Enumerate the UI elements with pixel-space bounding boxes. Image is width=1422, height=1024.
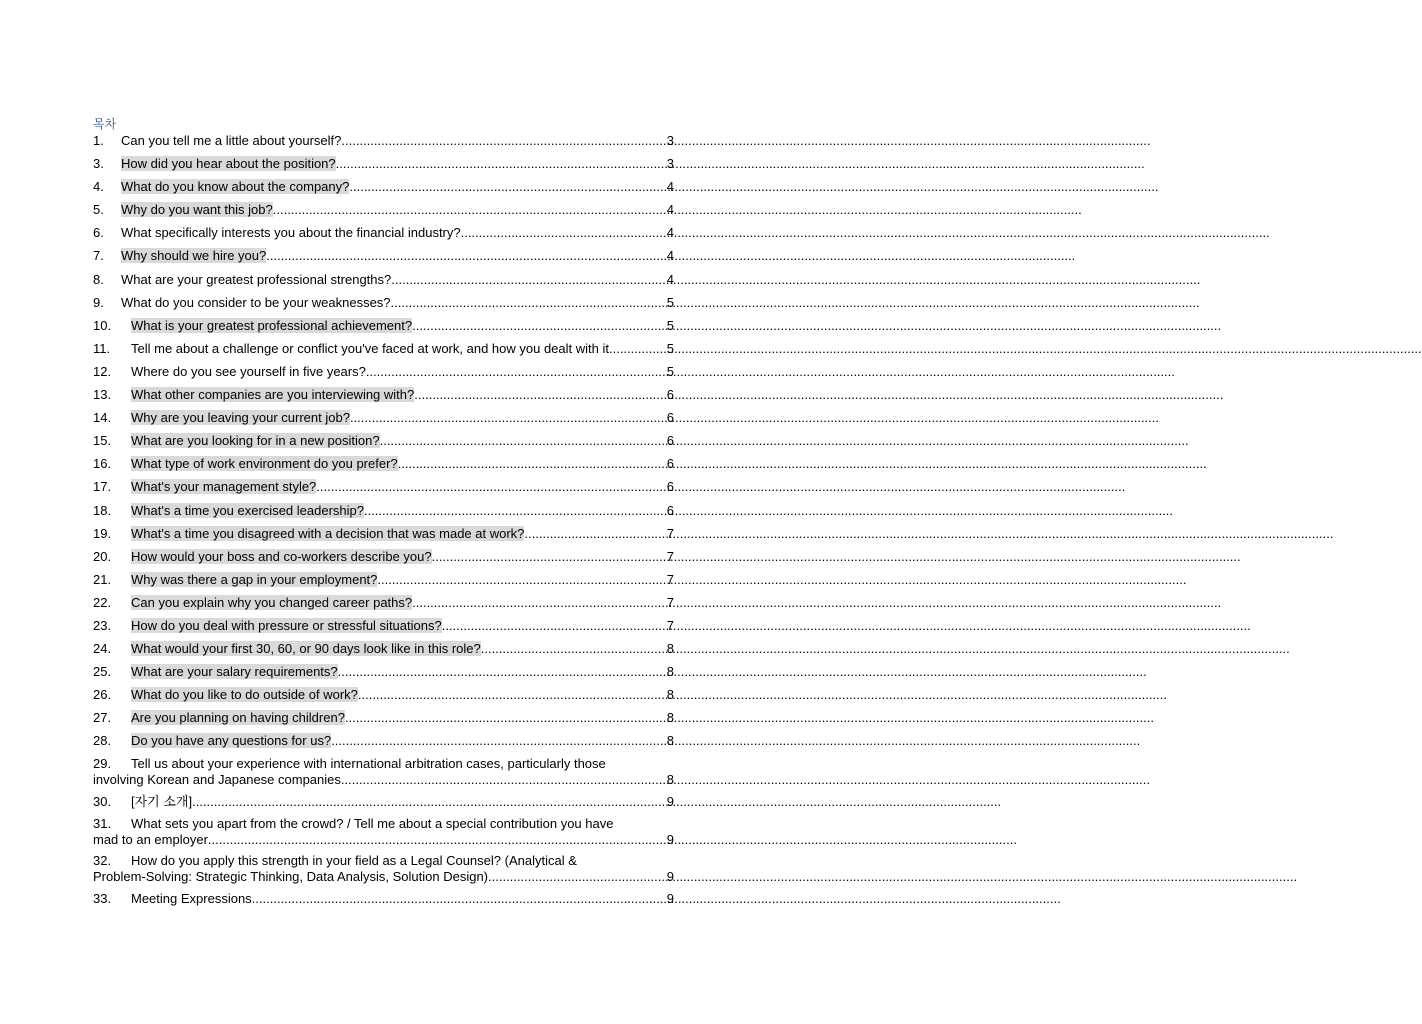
toc-leader-dots (349, 179, 665, 194)
toc-entry[interactable] (93, 687, 674, 710)
toc-entry-page[interactable]: 7 (666, 548, 674, 564)
toc-entry[interactable] (93, 664, 674, 687)
toc-entry[interactable] (93, 479, 674, 502)
toc-entry-page[interactable]: 6 (666, 456, 674, 472)
toc-leader-dots (412, 595, 666, 610)
toc-leader-dots (488, 869, 666, 885)
toc-leader-dots (345, 710, 666, 725)
toc-entry-title[interactable]: What are your greatest professional strengths? (121, 271, 392, 287)
toc-leader-dots (414, 387, 666, 402)
toc-entry[interactable] (93, 572, 674, 595)
toc-entry-title[interactable]: What sets you apart from the crowd? / Tell me about a special contribution you have (131, 815, 614, 831)
toc-entry-title[interactable]: Why do you want this job? (121, 202, 273, 218)
toc-entry-page[interactable]: 5 (666, 340, 674, 356)
toc-entry-number: 7. (93, 248, 104, 264)
toc-entry-title[interactable]: [자기 소개] (131, 793, 193, 809)
toc-entry-page[interactable]: 4 (666, 271, 674, 287)
toc-entry-number: 32. (93, 852, 112, 868)
toc-entry-title[interactable]: What's a time you disagreed with a decision that was made at work? (131, 525, 525, 541)
toc-entry-page[interactable]: 9 (666, 793, 674, 809)
toc-leader-dots (316, 479, 665, 494)
toc-entry-page[interactable]: 6 (666, 433, 674, 449)
toc-entry[interactable] (93, 526, 674, 549)
toc-entry-page[interactable]: 4 (666, 225, 674, 241)
toc-entry-line (93, 832, 674, 848)
toc-entry-page[interactable]: 8 (666, 710, 674, 726)
toc-leader-dots (336, 156, 666, 171)
toc-leader-dots (358, 687, 666, 702)
toc-entry-number: 13. (93, 387, 112, 403)
toc-entry[interactable] (93, 733, 674, 756)
toc-entry[interactable] (93, 756, 674, 788)
toc-leader-dots (432, 549, 666, 564)
toc-entry-title[interactable]: What do you know about the company? (121, 179, 350, 195)
toc-entry[interactable] (93, 272, 674, 295)
toc-entry-number: 22. (93, 594, 112, 610)
toc-entry[interactable] (93, 503, 674, 526)
toc-entry[interactable] (93, 156, 674, 179)
toc-entry[interactable] (93, 318, 674, 341)
toc-entry-page[interactable]: 7 (666, 525, 674, 541)
toc-entry-number: 14. (93, 410, 112, 426)
toc-leader-dots (461, 225, 666, 240)
toc-entry[interactable] (93, 202, 674, 225)
toc-entry[interactable] (93, 816, 674, 848)
toc-entry-number: 11. (93, 340, 111, 356)
toc-entry-number: 3. (93, 156, 104, 172)
toc-entry[interactable] (93, 794, 674, 817)
toc-entry-title[interactable]: What specifically interests you about the financial industry? (121, 225, 461, 241)
toc-entry-number: 27. (93, 710, 112, 726)
toc-entry-page[interactable]: 8 (666, 664, 674, 680)
toc-leader-dots (481, 641, 666, 656)
toc-entry-number: 9. (93, 294, 104, 310)
toc-entry-title[interactable]: Can you tell me a little about yourself? (121, 133, 342, 148)
toc-entry-title[interactable]: Tell us about your experience with international arbitration cases, particularly those (131, 755, 606, 771)
toc-entry-number: 29. (93, 755, 112, 771)
toc-leader-dots (252, 891, 666, 906)
toc-entry[interactable] (93, 387, 674, 410)
toc-leader-dots (412, 318, 666, 333)
toc-leader-dots (398, 456, 666, 471)
toc-entry-number: 4. (93, 179, 104, 195)
toc-entry[interactable] (93, 853, 674, 885)
toc-entry-title[interactable]: What are your salary requirements? (131, 664, 338, 680)
toc-entry-title[interactable]: Do you have any questions for us? (131, 733, 332, 749)
toc-entry-title[interactable]: How do you deal with pressure or stressful situations? (131, 617, 442, 633)
toc-entry-page[interactable]: 7 (666, 594, 674, 610)
toc-entry-page[interactable]: 6 (666, 410, 674, 426)
toc-entry-title[interactable]: What do you like to do outside of work? (131, 687, 358, 703)
toc-entry-number: 23. (93, 617, 112, 633)
toc-entry-page[interactable]: 6 (666, 387, 674, 403)
toc-entry-title[interactable]: What would your first 30, 60, or 90 days look like in this role? (131, 641, 481, 657)
toc-entry-number: 10. (93, 317, 112, 333)
toc-entry-page[interactable]: 6 (666, 502, 674, 518)
toc-entry-page[interactable]: 5 (666, 317, 674, 333)
toc-entry-page[interactable]: 8 (666, 771, 674, 787)
toc-entry-line (93, 772, 674, 788)
toc-page (93, 116, 674, 914)
toc-entry-page[interactable]: 7 (666, 571, 674, 587)
toc-entry-page[interactable]: 9 (666, 868, 674, 884)
toc-leader-dots (192, 794, 666, 809)
toc-leader-dots (208, 832, 666, 848)
toc-leader-dots (266, 248, 666, 263)
toc-entry-title[interactable]: What's your management style? (131, 479, 317, 495)
toc-entry[interactable] (93, 456, 674, 479)
toc-entry-page[interactable]: 9 (666, 890, 674, 906)
toc-entry-number: 12. (93, 363, 112, 379)
toc-entry[interactable] (93, 133, 674, 156)
toc-entry-number: 15. (93, 433, 112, 449)
toc-entry-number: 33. (93, 890, 112, 906)
toc-entry-title[interactable]: Are you planning on having children? (131, 710, 345, 726)
toc-entry-page[interactable]: 9 (666, 831, 674, 847)
toc-entry-title-continued[interactable]: involving Korean and Japanese companies (93, 771, 341, 787)
toc-entry[interactable] (93, 341, 674, 364)
toc-entry-number: 31. (93, 815, 112, 831)
toc-entry-title[interactable]: What other companies are you interviewing with? (131, 387, 415, 403)
toc-leader-dots (442, 618, 666, 633)
toc-entry-number: 8. (93, 271, 104, 287)
toc-leader-dots (391, 295, 666, 310)
toc-entry-title[interactable]: What is your greatest professional achievement? (131, 317, 413, 333)
toc-leader-dots (377, 572, 665, 587)
toc-entry-page[interactable]: 5 (666, 363, 674, 379)
toc-entry-title[interactable]: How do you apply this strength in your field as a Legal Counsel? (Analytical & (131, 852, 577, 868)
toc-entry[interactable] (93, 433, 674, 456)
toc-leader-dots (331, 733, 666, 748)
toc-entry-number: 16. (93, 456, 112, 472)
toc-entry-page[interactable]: 4 (666, 202, 674, 218)
toc-entry-page[interactable]: 4 (666, 248, 674, 264)
toc-entry-number: 25. (93, 664, 112, 680)
toc-list (93, 133, 674, 914)
toc-entry[interactable] (93, 410, 674, 433)
toc-entry-title[interactable]: Why should we hire you? (121, 248, 267, 264)
toc-entry-number: 19. (93, 525, 112, 541)
toc-leader-dots (341, 772, 666, 788)
toc-entry-title[interactable]: What do you consider to be your weaknesses? (121, 294, 391, 310)
toc-entry-title[interactable]: What type of work environment do you prefer? (131, 456, 398, 472)
toc-leader-dots (380, 433, 666, 448)
toc-entry[interactable] (93, 364, 674, 387)
toc-entry[interactable] (93, 295, 674, 318)
toc-leader-dots (391, 272, 666, 287)
toc-entry-title[interactable]: Meeting Expressions (131, 890, 252, 906)
toc-heading: 목차 (93, 117, 117, 131)
toc-entry-page[interactable]: 5 (666, 294, 674, 310)
toc-entry[interactable] (93, 710, 674, 733)
toc-entry[interactable] (93, 225, 674, 248)
toc-leader-dots (364, 503, 666, 518)
toc-entry-number: 21. (93, 571, 112, 587)
toc-entry-title[interactable]: What are you looking for in a new position? (131, 433, 380, 449)
toc-entry-title[interactable]: What's a time you exercised leadership? (131, 502, 364, 518)
toc-entry-number: 18. (93, 502, 112, 518)
toc-entry-number: 6. (93, 225, 104, 241)
toc-entry-page[interactable]: 6 (666, 479, 674, 495)
toc-entry-title[interactable]: Where do you see yourself in five years? (131, 363, 366, 379)
toc-entry-title[interactable]: Why are you leaving your current job? (131, 410, 350, 426)
toc-entry-number: 5. (93, 202, 104, 218)
toc-entry-number: 28. (93, 733, 112, 749)
toc-entry-title-continued[interactable]: mad to an employer (93, 831, 208, 847)
toc-entry-title-continued[interactable]: Problem-Solving: Strategic Thinking, Data Analysis, Solution Design) (93, 868, 489, 884)
toc-entry[interactable] (93, 549, 674, 572)
toc-entry-number: 30. (93, 793, 112, 809)
toc-entry-title[interactable]: Can you explain why you changed career paths? (131, 594, 413, 610)
toc-entry-page[interactable]: 7 (666, 617, 674, 633)
toc-leader-dots (338, 664, 666, 679)
toc-entry-number: 26. (93, 687, 112, 703)
toc-entry-number: 1. (93, 133, 104, 148)
toc-entry-title[interactable]: How did you hear about the position? (121, 156, 336, 172)
toc-entry-title[interactable]: Tell me about a challenge or conflict you've faced at work, and how you dealt with it. (131, 340, 613, 356)
toc-leader-dots (273, 202, 666, 217)
toc-entry-line (93, 816, 674, 832)
toc-entry-number: 17. (93, 479, 112, 495)
toc-entry[interactable] (93, 641, 674, 664)
toc-entry-page[interactable]: 8 (666, 687, 674, 703)
toc-leader-dots (366, 364, 666, 379)
toc-leader-dots (613, 341, 666, 356)
toc-entry-page[interactable]: 3 (666, 156, 674, 172)
toc-entry[interactable] (93, 179, 674, 202)
toc-entry-line (93, 853, 674, 869)
toc-entry-page[interactable]: 8 (666, 733, 674, 749)
toc-entry[interactable] (93, 891, 674, 914)
toc-entry[interactable] (93, 248, 674, 271)
toc-entry-page[interactable]: 3 (666, 133, 674, 148)
toc-entry-line (93, 756, 674, 772)
toc-leader-dots (341, 133, 665, 148)
toc-entry-page[interactable]: 8 (666, 641, 674, 657)
toc-entry-title[interactable]: How would your boss and co-workers describe you? (131, 548, 432, 564)
toc-entry[interactable] (93, 595, 674, 618)
toc-entry-line (93, 869, 674, 885)
toc-entry-title[interactable]: Why was there a gap in your employment? (131, 571, 378, 587)
toc-entry-number: 20. (93, 548, 112, 564)
toc-entry-number: 24. (93, 641, 112, 657)
toc-entry-page[interactable]: 4 (666, 179, 674, 195)
toc-leader-dots (350, 410, 666, 425)
toc-entry[interactable] (93, 618, 674, 641)
toc-leader-dots (524, 526, 665, 541)
